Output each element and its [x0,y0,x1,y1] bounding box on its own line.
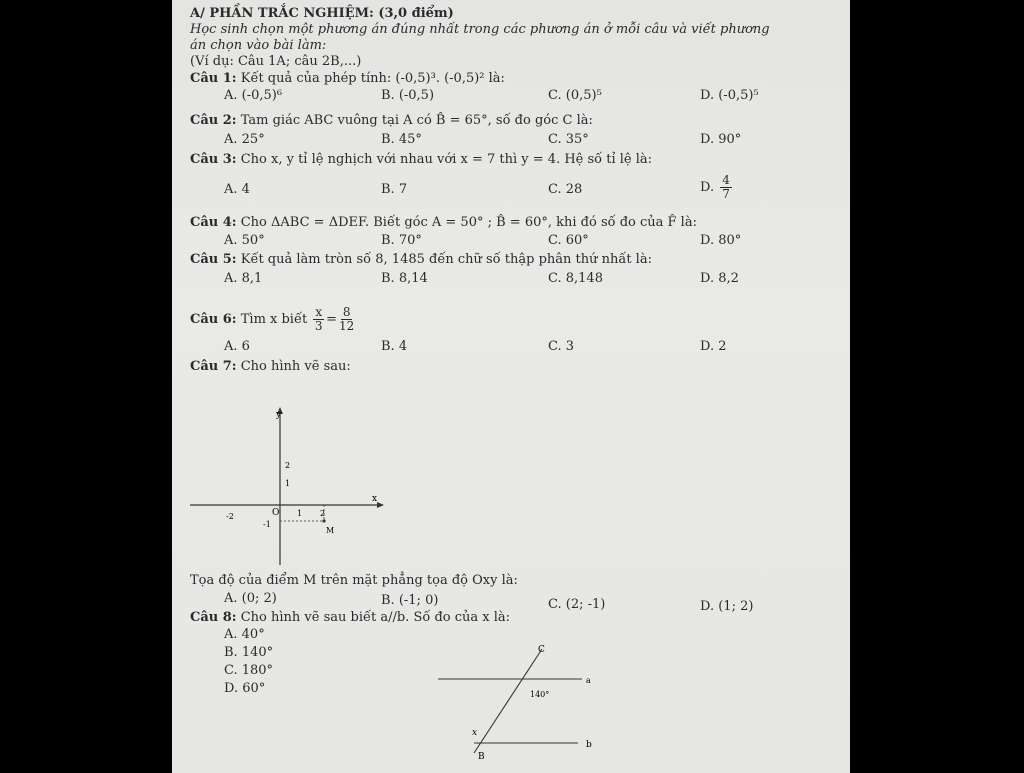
q2-option-c: C. 35° [548,132,589,147]
q7-option-b: B. (-1; 0) [381,593,439,608]
fraction-8-over-12: $\frac{8}{12}$ [339,305,355,333]
tick-y-minus1: -1 [263,520,271,529]
point-m [322,519,325,522]
x-label: x [372,494,378,504]
instruction-line-1: Học sinh chọn một phương án đúng nhất trong các phương án ở mỗi câu và viết phương [190,22,770,37]
q7-option-a: A. (0; 2) [224,591,277,606]
q6-option-a: A. 6 [224,339,250,354]
tick-x1: 1 [297,509,303,518]
q6-option-b: B. 4 [381,339,408,354]
label-point-b: B [478,752,485,762]
coordinate-figure [186,405,386,570]
q8-option-a: A. 40° [224,627,265,642]
q3-option-d: D. $\frac{4}{7}$ [700,173,730,201]
question-4: Câu 4: Cho ΔABC = ΔDEF. Biết góc A = 50° ; B̂ = 60°, khi đó số đo của F̂ là: [190,215,697,230]
instruction-line-2: án chọn vào bài làm: [190,38,327,53]
q2-option-a: A. 25° [224,132,265,147]
q6-option-c: C. 3 [548,339,575,354]
angle-label: 140° [530,690,550,699]
q4-option-b: B. 70° [381,233,422,248]
q1-option-b: B. (-0,5) [381,88,435,103]
y-label: y [276,410,282,420]
exam-paper [172,0,850,773]
q7-option-c: C. (2; -1) [548,597,606,612]
label-b: b [586,740,592,750]
q3-option-c: C. 28 [548,182,583,197]
q8-option-b: B. 140° [224,645,274,660]
question-1: Câu 1: Kết quả của phép tính: (-0,5)³. (-0,5)² là: [190,71,505,86]
q4-option-a: A. 50° [224,233,265,248]
origin-label: O [272,508,280,518]
q8-option-d: D. 60° [224,681,266,696]
q4-option-c: C. 60° [548,233,589,248]
q8-option-c: C. 180° [224,663,274,678]
tick-x-minus2: -2 [226,512,234,521]
parallel-lines-figure [430,635,620,765]
q1-option-d: D. (-0,5)⁵ [700,88,759,103]
x-arrow [377,502,384,508]
q3-option-b: B. 7 [381,182,408,197]
point-m-label: M [326,526,335,535]
q5-option-b: B. 8,14 [381,271,428,286]
tick-x2: 2 [320,509,326,518]
q2-option-b: B. 45° [381,132,422,147]
q3-option-a: A. 4 [224,182,250,197]
q2-option-d: D. 90° [700,132,742,147]
label-c: C [538,645,545,655]
question-6: Câu 6: Tìm x biết $\frac{x}{3}$ = $\frac{8}{12}$ [190,305,355,333]
q6-option-d: D. 2 [700,339,727,354]
transversal [474,649,542,753]
q1-option-a: A. (-0,5)⁶ [224,88,283,103]
fraction-x-over-3: $\frac{x}{3}$ [314,305,323,333]
question-8: Câu 8: Cho hình vẽ sau biết a//b. Số đo của x là: [190,610,511,625]
label-x: x [472,728,478,738]
question-7: Câu 7: Cho hình vẽ sau: [190,359,351,374]
q7-question: Tọa độ của điểm M trên mặt phẳng tọa độ Oxy là: [190,573,518,588]
q4-option-d: D. 80° [700,233,742,248]
label-a: a [586,676,591,685]
q5-option-c: C. 8,148 [548,271,603,286]
example-line: (Ví dụ: Câu 1A; câu 2B,...) [190,54,362,69]
q7-option-d: D. (1; 2) [700,599,754,614]
question-2: Câu 2: Tam giác ABC vuông tại A có B̂ = 65°, số đo góc C là: [190,113,593,128]
tick-y2: 2 [285,461,291,470]
question-5: Câu 5: Kết quả làm tròn số 8, 1485 đến chữ số thập phân thứ nhất là: [190,252,652,267]
question-3: Câu 3: Cho x, y tỉ lệ nghịch với nhau với x = 7 thì y = 4. Hệ số tỉ lệ là: [190,152,653,167]
tick-y1: 1 [285,479,291,488]
section-title: A/ PHẦN TRẮC NGHIỆM: (3,0 điểm) [190,6,454,21]
q5-option-d: D. 8,2 [700,271,739,286]
q1-option-c: C. (0,5)⁵ [548,88,602,103]
q5-option-a: A. 8,1 [224,271,263,286]
